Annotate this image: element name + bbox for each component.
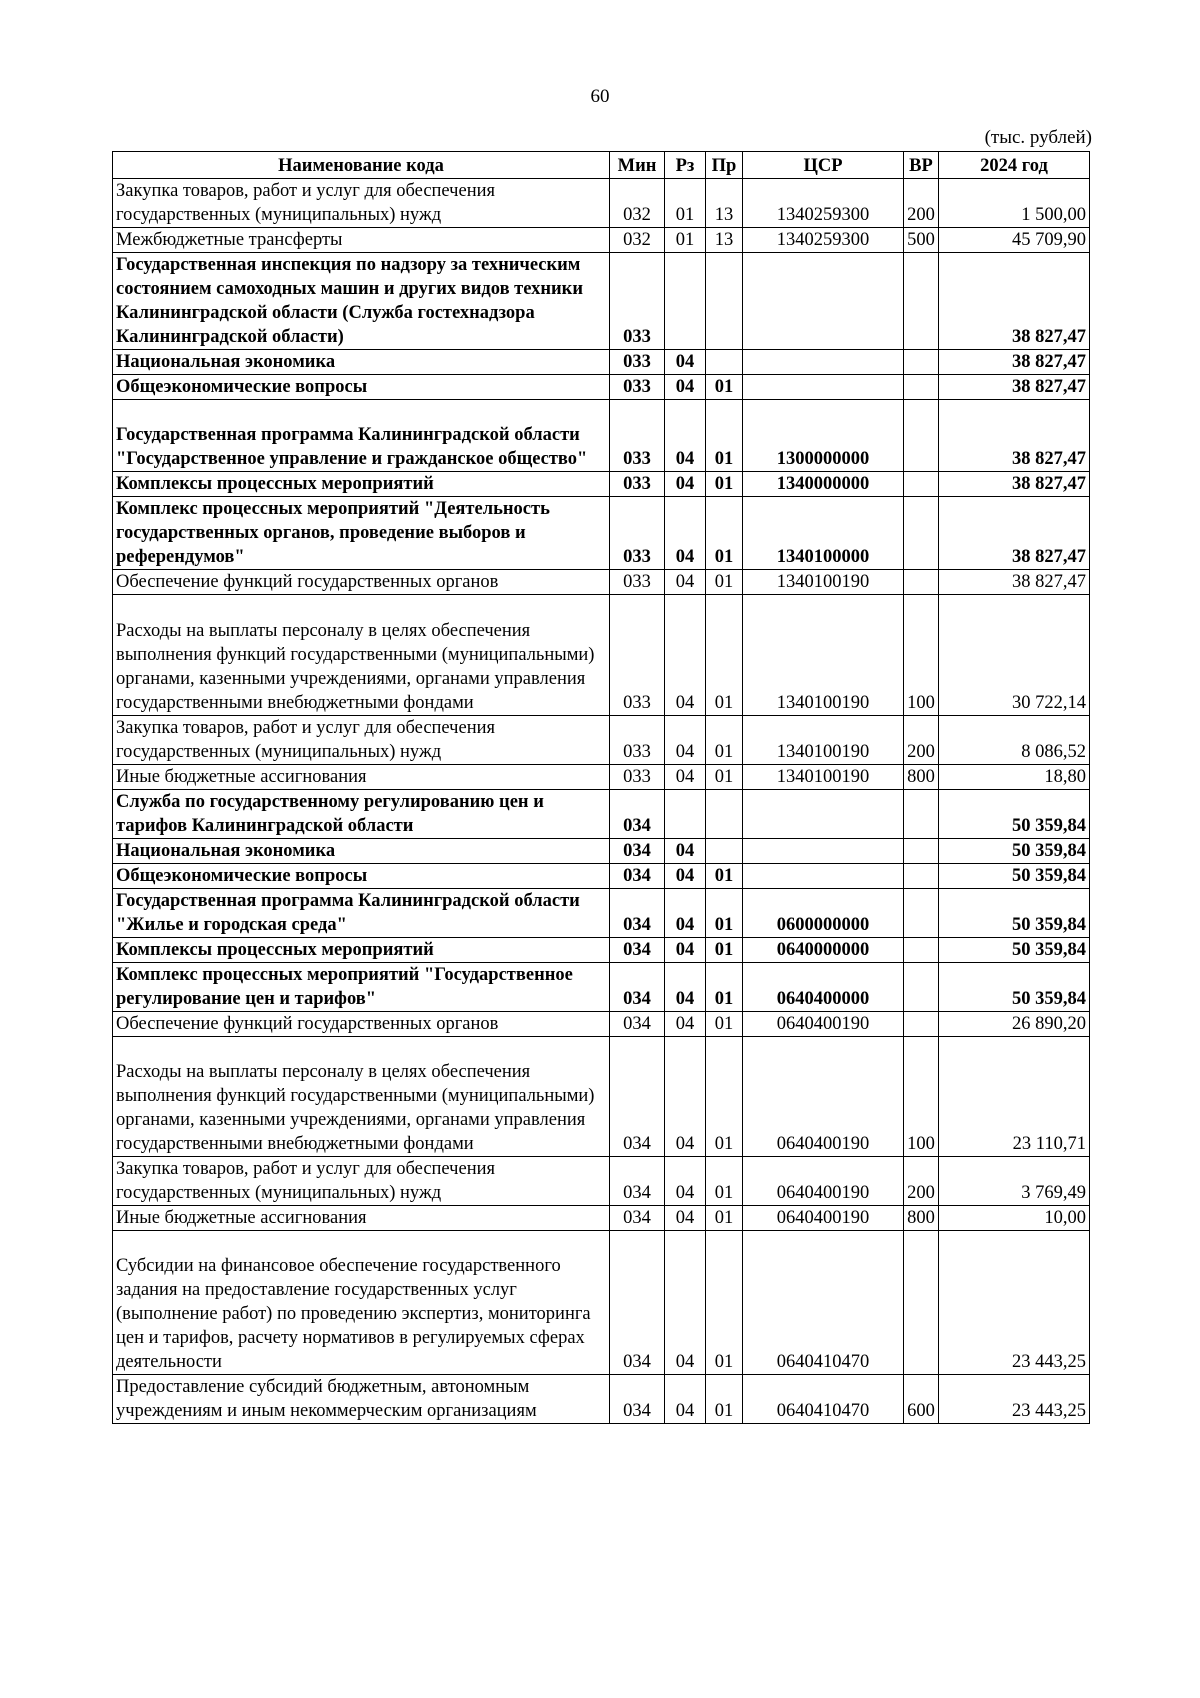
cell-rz: 04 xyxy=(665,1206,706,1231)
cell-min: 034 xyxy=(610,839,665,864)
cell-vr: 800 xyxy=(904,1206,939,1231)
table-row xyxy=(113,1206,1090,1231)
cell-min: 034 xyxy=(610,889,665,938)
cell-amount: 1 500,00 xyxy=(939,179,1090,228)
cell-min: 033 xyxy=(610,400,665,472)
cell-pr: 01 xyxy=(706,1375,743,1424)
cell-vr: 100 xyxy=(904,1037,939,1157)
cell-vr: 100 xyxy=(904,595,939,716)
cell-pr: 01 xyxy=(706,889,743,938)
cell-vr: 800 xyxy=(904,765,939,790)
cell-pr: 01 xyxy=(706,570,743,595)
cell-csr: 0640400190 xyxy=(743,1012,904,1037)
cell-csr: 1340100000 xyxy=(743,497,904,570)
header-csr: ЦСР xyxy=(743,152,904,179)
table-row xyxy=(113,228,1090,253)
cell-vr xyxy=(904,350,939,375)
cell-name: Общеэкономические вопросы xyxy=(113,864,610,889)
cell-name: Государственная инспекция по надзору за техническим состоянием самоходных машин и других видов техники Калининградской области (Служба гостехнадзора Калининградской области) xyxy=(113,253,610,350)
cell-vr xyxy=(904,497,939,570)
cell-amount: 50 359,84 xyxy=(939,963,1090,1012)
cell-vr xyxy=(904,889,939,938)
cell-name: Комплекс процессных мероприятий "Государственное регулирование цен и тарифов" xyxy=(113,963,610,1012)
table-row xyxy=(113,839,1090,864)
cell-amount: 50 359,84 xyxy=(939,889,1090,938)
cell-amount: 26 890,20 xyxy=(939,1012,1090,1037)
cell-amount: 23 110,71 xyxy=(939,1037,1090,1157)
table-row xyxy=(113,790,1090,839)
cell-name: Общеэкономические вопросы xyxy=(113,375,610,400)
cell-name: Комплексы процессных мероприятий xyxy=(113,938,610,963)
header-pr: Пр xyxy=(706,152,743,179)
cell-vr xyxy=(904,472,939,497)
cell-pr: 01 xyxy=(706,864,743,889)
cell-rz: 04 xyxy=(665,765,706,790)
cell-name: Государственная программа Калининградской области "Государственное управление и гражданское общество" xyxy=(113,400,610,472)
cell-csr xyxy=(743,253,904,350)
cell-rz xyxy=(665,790,706,839)
table-row xyxy=(113,350,1090,375)
cell-min: 033 xyxy=(610,716,665,765)
cell-csr: 0640400190 xyxy=(743,1037,904,1157)
cell-rz: 04 xyxy=(665,375,706,400)
table-row xyxy=(113,497,1090,570)
cell-vr xyxy=(904,1012,939,1037)
cell-amount: 50 359,84 xyxy=(939,864,1090,889)
cell-min: 034 xyxy=(610,1231,665,1375)
cell-csr xyxy=(743,839,904,864)
cell-min: 034 xyxy=(610,1206,665,1231)
header-name: Наименование кода xyxy=(113,152,610,179)
cell-csr: 0640000000 xyxy=(743,938,904,963)
table-row xyxy=(113,1037,1090,1157)
cell-rz: 04 xyxy=(665,938,706,963)
cell-rz: 04 xyxy=(665,839,706,864)
header-vr: ВР xyxy=(904,152,939,179)
cell-pr: 13 xyxy=(706,228,743,253)
cell-pr: 01 xyxy=(706,497,743,570)
cell-rz: 01 xyxy=(665,228,706,253)
cell-min: 032 xyxy=(610,228,665,253)
cell-rz: 04 xyxy=(665,472,706,497)
cell-vr xyxy=(904,839,939,864)
cell-csr: 1340259300 xyxy=(743,179,904,228)
cell-csr xyxy=(743,375,904,400)
cell-min: 033 xyxy=(610,375,665,400)
cell-csr: 0640400190 xyxy=(743,1157,904,1206)
cell-rz: 01 xyxy=(665,179,706,228)
cell-vr xyxy=(904,864,939,889)
table-row xyxy=(113,1012,1090,1037)
cell-min: 034 xyxy=(610,1012,665,1037)
cell-csr: 1340100190 xyxy=(743,570,904,595)
cell-name: Расходы на выплаты персоналу в целях обеспечения выполнения функций государственными (муниципальными) органами, казенными учреждениями, органами управления государственными внебюджетными фондами xyxy=(113,1037,610,1157)
cell-pr: 01 xyxy=(706,1157,743,1206)
cell-amount: 38 827,47 xyxy=(939,472,1090,497)
cell-rz: 04 xyxy=(665,889,706,938)
cell-rz: 04 xyxy=(665,1157,706,1206)
cell-name: Иные бюджетные ассигнования xyxy=(113,1206,610,1231)
cell-name: Обеспечение функций государственных органов xyxy=(113,1012,610,1037)
cell-vr: 200 xyxy=(904,1157,939,1206)
cell-amount: 30 722,14 xyxy=(939,595,1090,716)
cell-amount: 38 827,47 xyxy=(939,350,1090,375)
cell-min: 034 xyxy=(610,1157,665,1206)
cell-min: 033 xyxy=(610,472,665,497)
cell-rz: 04 xyxy=(665,1037,706,1157)
table-row xyxy=(113,864,1090,889)
cell-pr: 01 xyxy=(706,595,743,716)
cell-rz xyxy=(665,253,706,350)
cell-pr: 01 xyxy=(706,1231,743,1375)
cell-csr: 1340000000 xyxy=(743,472,904,497)
cell-amount: 50 359,84 xyxy=(939,839,1090,864)
cell-min: 032 xyxy=(610,179,665,228)
table-row xyxy=(113,765,1090,790)
cell-name: Государственная программа Калининградской области "Жилье и городская среда" xyxy=(113,889,610,938)
cell-pr: 01 xyxy=(706,1037,743,1157)
cell-csr: 1340100190 xyxy=(743,716,904,765)
cell-amount: 38 827,47 xyxy=(939,570,1090,595)
cell-name: Межбюджетные трансферты xyxy=(113,228,610,253)
cell-pr: 01 xyxy=(706,765,743,790)
cell-name: Закупка товаров, работ и услуг для обеспечения государственных (муниципальных) нужд xyxy=(113,179,610,228)
cell-csr: 1340259300 xyxy=(743,228,904,253)
cell-name: Закупка товаров, работ и услуг для обеспечения государственных (муниципальных) нужд xyxy=(113,716,610,765)
cell-amount: 50 359,84 xyxy=(939,790,1090,839)
cell-pr: 01 xyxy=(706,1206,743,1231)
cell-amount: 23 443,25 xyxy=(939,1231,1090,1375)
cell-csr: 1340100190 xyxy=(743,765,904,790)
cell-pr xyxy=(706,790,743,839)
table-row xyxy=(113,938,1090,963)
header-rz: Рз xyxy=(665,152,706,179)
table-row xyxy=(113,1375,1090,1424)
cell-min: 034 xyxy=(610,963,665,1012)
cell-pr xyxy=(706,350,743,375)
table-row xyxy=(113,472,1090,497)
units-note: (тыс. рублей) xyxy=(984,127,1092,148)
table-row xyxy=(113,1157,1090,1206)
cell-amount: 38 827,47 xyxy=(939,253,1090,350)
cell-min: 033 xyxy=(610,765,665,790)
cell-csr: 0640410470 xyxy=(743,1231,904,1375)
cell-name: Закупка товаров, работ и услуг для обеспечения государственных (муниципальных) нужд xyxy=(113,1157,610,1206)
page-number: 60 xyxy=(590,86,610,107)
cell-min: 033 xyxy=(610,595,665,716)
table-row xyxy=(113,716,1090,765)
cell-csr: 1340100190 xyxy=(743,595,904,716)
table-row xyxy=(113,253,1090,350)
budget-table xyxy=(112,151,1090,1424)
cell-rz: 04 xyxy=(665,595,706,716)
cell-vr xyxy=(904,1231,939,1375)
cell-csr: 0640400000 xyxy=(743,963,904,1012)
cell-pr: 13 xyxy=(706,179,743,228)
cell-csr xyxy=(743,864,904,889)
cell-amount: 45 709,90 xyxy=(939,228,1090,253)
cell-min: 034 xyxy=(610,1375,665,1424)
cell-rz: 04 xyxy=(665,570,706,595)
table-header-row xyxy=(113,152,1090,179)
cell-min: 033 xyxy=(610,497,665,570)
cell-pr: 01 xyxy=(706,400,743,472)
cell-amount: 3 769,49 xyxy=(939,1157,1090,1206)
cell-min: 034 xyxy=(610,790,665,839)
cell-csr xyxy=(743,790,904,839)
cell-rz: 04 xyxy=(665,716,706,765)
cell-vr xyxy=(904,400,939,472)
cell-csr: 0640400190 xyxy=(743,1206,904,1231)
table-row xyxy=(113,400,1090,472)
header-min: Мин xyxy=(610,152,665,179)
cell-csr: 1300000000 xyxy=(743,400,904,472)
cell-name: Расходы на выплаты персоналу в целях обеспечения выполнения функций государственными (муниципальными) органами, казенными учреждениями, органами управления государственными внебюджетными фондами xyxy=(113,595,610,716)
cell-vr xyxy=(904,253,939,350)
cell-vr: 600 xyxy=(904,1375,939,1424)
cell-csr: 0600000000 xyxy=(743,889,904,938)
cell-rz: 04 xyxy=(665,864,706,889)
cell-rz: 04 xyxy=(665,963,706,1012)
table-row xyxy=(113,595,1090,716)
cell-amount: 38 827,47 xyxy=(939,400,1090,472)
cell-csr xyxy=(743,350,904,375)
cell-rz: 04 xyxy=(665,497,706,570)
table-row xyxy=(113,963,1090,1012)
cell-pr xyxy=(706,253,743,350)
table-row xyxy=(113,889,1090,938)
cell-amount: 38 827,47 xyxy=(939,375,1090,400)
cell-pr: 01 xyxy=(706,472,743,497)
cell-pr: 01 xyxy=(706,938,743,963)
cell-vr xyxy=(904,790,939,839)
cell-amount: 8 086,52 xyxy=(939,716,1090,765)
cell-pr: 01 xyxy=(706,375,743,400)
cell-pr: 01 xyxy=(706,1012,743,1037)
cell-rz: 04 xyxy=(665,1375,706,1424)
cell-rz: 04 xyxy=(665,1012,706,1037)
table-row xyxy=(113,179,1090,228)
cell-amount: 18,80 xyxy=(939,765,1090,790)
cell-vr xyxy=(904,963,939,1012)
cell-vr: 500 xyxy=(904,228,939,253)
cell-csr: 0640410470 xyxy=(743,1375,904,1424)
cell-min: 034 xyxy=(610,864,665,889)
cell-name: Комплекс процессных мероприятий "Деятельность государственных органов, проведение выборов и референдумов" xyxy=(113,497,610,570)
cell-amount: 50 359,84 xyxy=(939,938,1090,963)
cell-min: 033 xyxy=(610,253,665,350)
cell-vr: 200 xyxy=(904,716,939,765)
cell-rz: 04 xyxy=(665,400,706,472)
cell-amount: 23 443,25 xyxy=(939,1375,1090,1424)
cell-min: 033 xyxy=(610,350,665,375)
cell-name: Национальная экономика xyxy=(113,350,610,375)
cell-vr xyxy=(904,375,939,400)
cell-rz: 04 xyxy=(665,1231,706,1375)
cell-amount: 38 827,47 xyxy=(939,497,1090,570)
cell-pr: 01 xyxy=(706,963,743,1012)
header-year: 2024 год xyxy=(939,152,1090,179)
cell-min: 033 xyxy=(610,570,665,595)
cell-vr xyxy=(904,938,939,963)
cell-name: Предоставление субсидий бюджетным, автономным учреждениям и иным некоммерческим организациям xyxy=(113,1375,610,1424)
cell-pr xyxy=(706,839,743,864)
cell-vr xyxy=(904,570,939,595)
cell-pr: 01 xyxy=(706,716,743,765)
cell-amount: 10,00 xyxy=(939,1206,1090,1231)
cell-name: Национальная экономика xyxy=(113,839,610,864)
cell-vr: 200 xyxy=(904,179,939,228)
cell-rz: 04 xyxy=(665,350,706,375)
cell-name: Иные бюджетные ассигнования xyxy=(113,765,610,790)
cell-min: 034 xyxy=(610,938,665,963)
cell-name: Комплексы процессных мероприятий xyxy=(113,472,610,497)
cell-min: 034 xyxy=(610,1037,665,1157)
cell-name: Субсидии на финансовое обеспечение государственного задания на предоставление государственных услуг (выполнение работ) по проведению экспертиз, мониторинга цен и тарифов, расчету нормативов в регулируемых сферах деятельности xyxy=(113,1231,610,1375)
table-row xyxy=(113,1231,1090,1375)
cell-name: Обеспечение функций государственных органов xyxy=(113,570,610,595)
table-row xyxy=(113,375,1090,400)
cell-name: Служба по государственному регулированию цен и тарифов Калининградской области xyxy=(113,790,610,839)
table-row xyxy=(113,570,1090,595)
